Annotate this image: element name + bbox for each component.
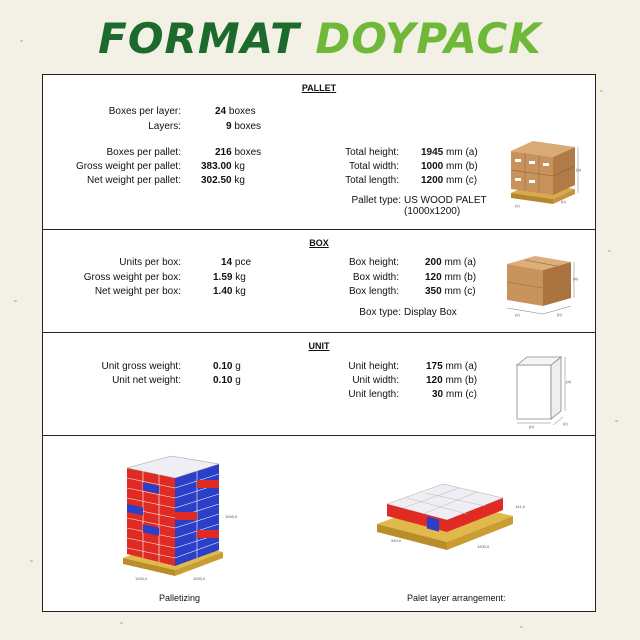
- unit-label-gross-weight: Unit gross weight:: [101, 361, 181, 372]
- background-speck: [30, 560, 33, 562]
- box-heading: BOX: [309, 238, 329, 248]
- layer-width-dim: 1200,0: [477, 544, 490, 549]
- pallet-label-total-width: Total width:: [348, 161, 399, 172]
- background-speck: [14, 300, 17, 302]
- pallet-value-total-width: 1000 mm (b): [421, 161, 478, 172]
- unit-package-image: [509, 345, 575, 431]
- unit-label-net-weight: Unit net weight:: [112, 375, 181, 386]
- pallet-value-total-height: 1945 mm (a): [421, 147, 478, 158]
- title-part-1: FORMAT: [98, 14, 300, 63]
- svg-text:(b): (b): [529, 424, 534, 429]
- spec-sheet: [42, 74, 596, 612]
- background-speck: [120, 622, 123, 624]
- pallet-type-label: Pallet type:: [351, 195, 401, 206]
- box-value-length: 350 mm (c): [425, 286, 476, 297]
- pallet-label-boxes-per-pallet: Boxes per pallet:: [106, 147, 181, 158]
- box-value-gross-weight: 1.59 kg: [213, 272, 246, 283]
- unit-value-net-weight: 0.10 g: [213, 375, 241, 386]
- background-speck: [615, 420, 618, 422]
- palletizing-section: [43, 436, 595, 611]
- title-part-2: DOYPACK: [315, 14, 542, 63]
- palletizing-length-dim: 1200,0: [135, 576, 148, 581]
- box-value-width: 120 mm (b): [425, 272, 477, 283]
- box-label-units-per-box: Units per box:: [119, 257, 181, 268]
- pallet-type-value: US WOOD PALET: [404, 195, 487, 206]
- unit-heading: UNIT: [308, 341, 330, 351]
- svg-text:(c): (c): [515, 312, 520, 317]
- pallet-section: [43, 75, 595, 230]
- svg-text:(a): (a): [576, 167, 581, 172]
- palletizing-width-dim: 1000,0: [193, 576, 206, 581]
- box-label-height: Box height:: [348, 257, 399, 268]
- svg-text:(a): (a): [573, 276, 578, 281]
- box-label-net-weight: Net weight per box:: [94, 286, 181, 297]
- box-image: [503, 244, 579, 318]
- box-value-net-weight: 1.40 kg: [213, 286, 246, 297]
- unit-value-height: 175 mm (a): [426, 361, 478, 372]
- palletizing-caption: Palletizing: [159, 593, 201, 603]
- palletizing-image: [113, 454, 273, 584]
- pallet-value-net-weight: 302.50 kg: [201, 175, 245, 186]
- box-label-width: Box width:: [352, 272, 399, 283]
- page-title: [0, 14, 640, 63]
- svg-text:(b): (b): [561, 199, 566, 204]
- box-type-value: Display Box: [404, 307, 457, 318]
- pallet-label-layers: Layers:: [148, 121, 181, 132]
- box-value-height: 200 mm (a): [425, 257, 477, 268]
- pallet-label-net-weight: Net weight per pallet:: [87, 175, 181, 186]
- unit-label-length: Unit length:: [348, 389, 399, 400]
- unit-value-length: 30 mm (c): [432, 389, 478, 400]
- layer-height-dim: 141,0: [515, 504, 526, 509]
- pallet-value-layers: 9 boxes: [226, 121, 262, 132]
- pallet-label-boxes-per-layer: Boxes per layer:: [108, 106, 181, 117]
- background-speck: [600, 90, 603, 92]
- pallet-label-total-length: Total length:: [345, 175, 399, 186]
- palletizing-height-dim: 1945,0: [225, 514, 238, 519]
- pallet-value-gross-weight: 383.00 kg: [201, 161, 245, 172]
- pallet-value-boxes-per-layer: 24 boxes: [215, 106, 256, 117]
- background-speck: [520, 626, 523, 628]
- pallet-value-total-length: 1200 mm (c): [421, 175, 478, 186]
- box-section: [43, 230, 595, 333]
- box-value-units-per-box: 14 pce: [221, 257, 252, 268]
- pallet-label-total-height: Total height:: [345, 147, 399, 158]
- pallet-heading: PALLET: [301, 83, 337, 93]
- box-label-gross-weight: Gross weight per box:: [83, 272, 181, 283]
- layer-arrangement-caption: Palet layer arrangement:: [407, 593, 506, 603]
- box-type-label: Box type:: [359, 307, 401, 318]
- svg-text:(c): (c): [563, 421, 568, 426]
- unit-section: [43, 333, 595, 436]
- pallet-type-dimensions: (1000x1200): [404, 206, 461, 217]
- unit-label-height: Unit height:: [348, 361, 399, 372]
- unit-value-gross-weight: 0.10 g: [213, 361, 241, 372]
- box-label-length: Box length:: [348, 286, 399, 297]
- svg-text:(b): (b): [557, 312, 562, 317]
- svg-text:(a): (a): [566, 379, 571, 384]
- unit-label-width: Unit width:: [352, 375, 399, 386]
- unit-value-width: 120 mm (b): [426, 375, 478, 386]
- background-speck: [608, 250, 611, 252]
- svg-text:(c): (c): [515, 203, 520, 208]
- layer-length-dim: 949,0: [391, 538, 402, 543]
- pallet-value-boxes-per-pallet: 216 boxes: [215, 147, 262, 158]
- pallet-box-stack-image: [505, 133, 581, 209]
- layer-arrangement-image: [373, 476, 553, 566]
- pallet-label-gross-weight: Gross weight per pallet:: [75, 161, 181, 172]
